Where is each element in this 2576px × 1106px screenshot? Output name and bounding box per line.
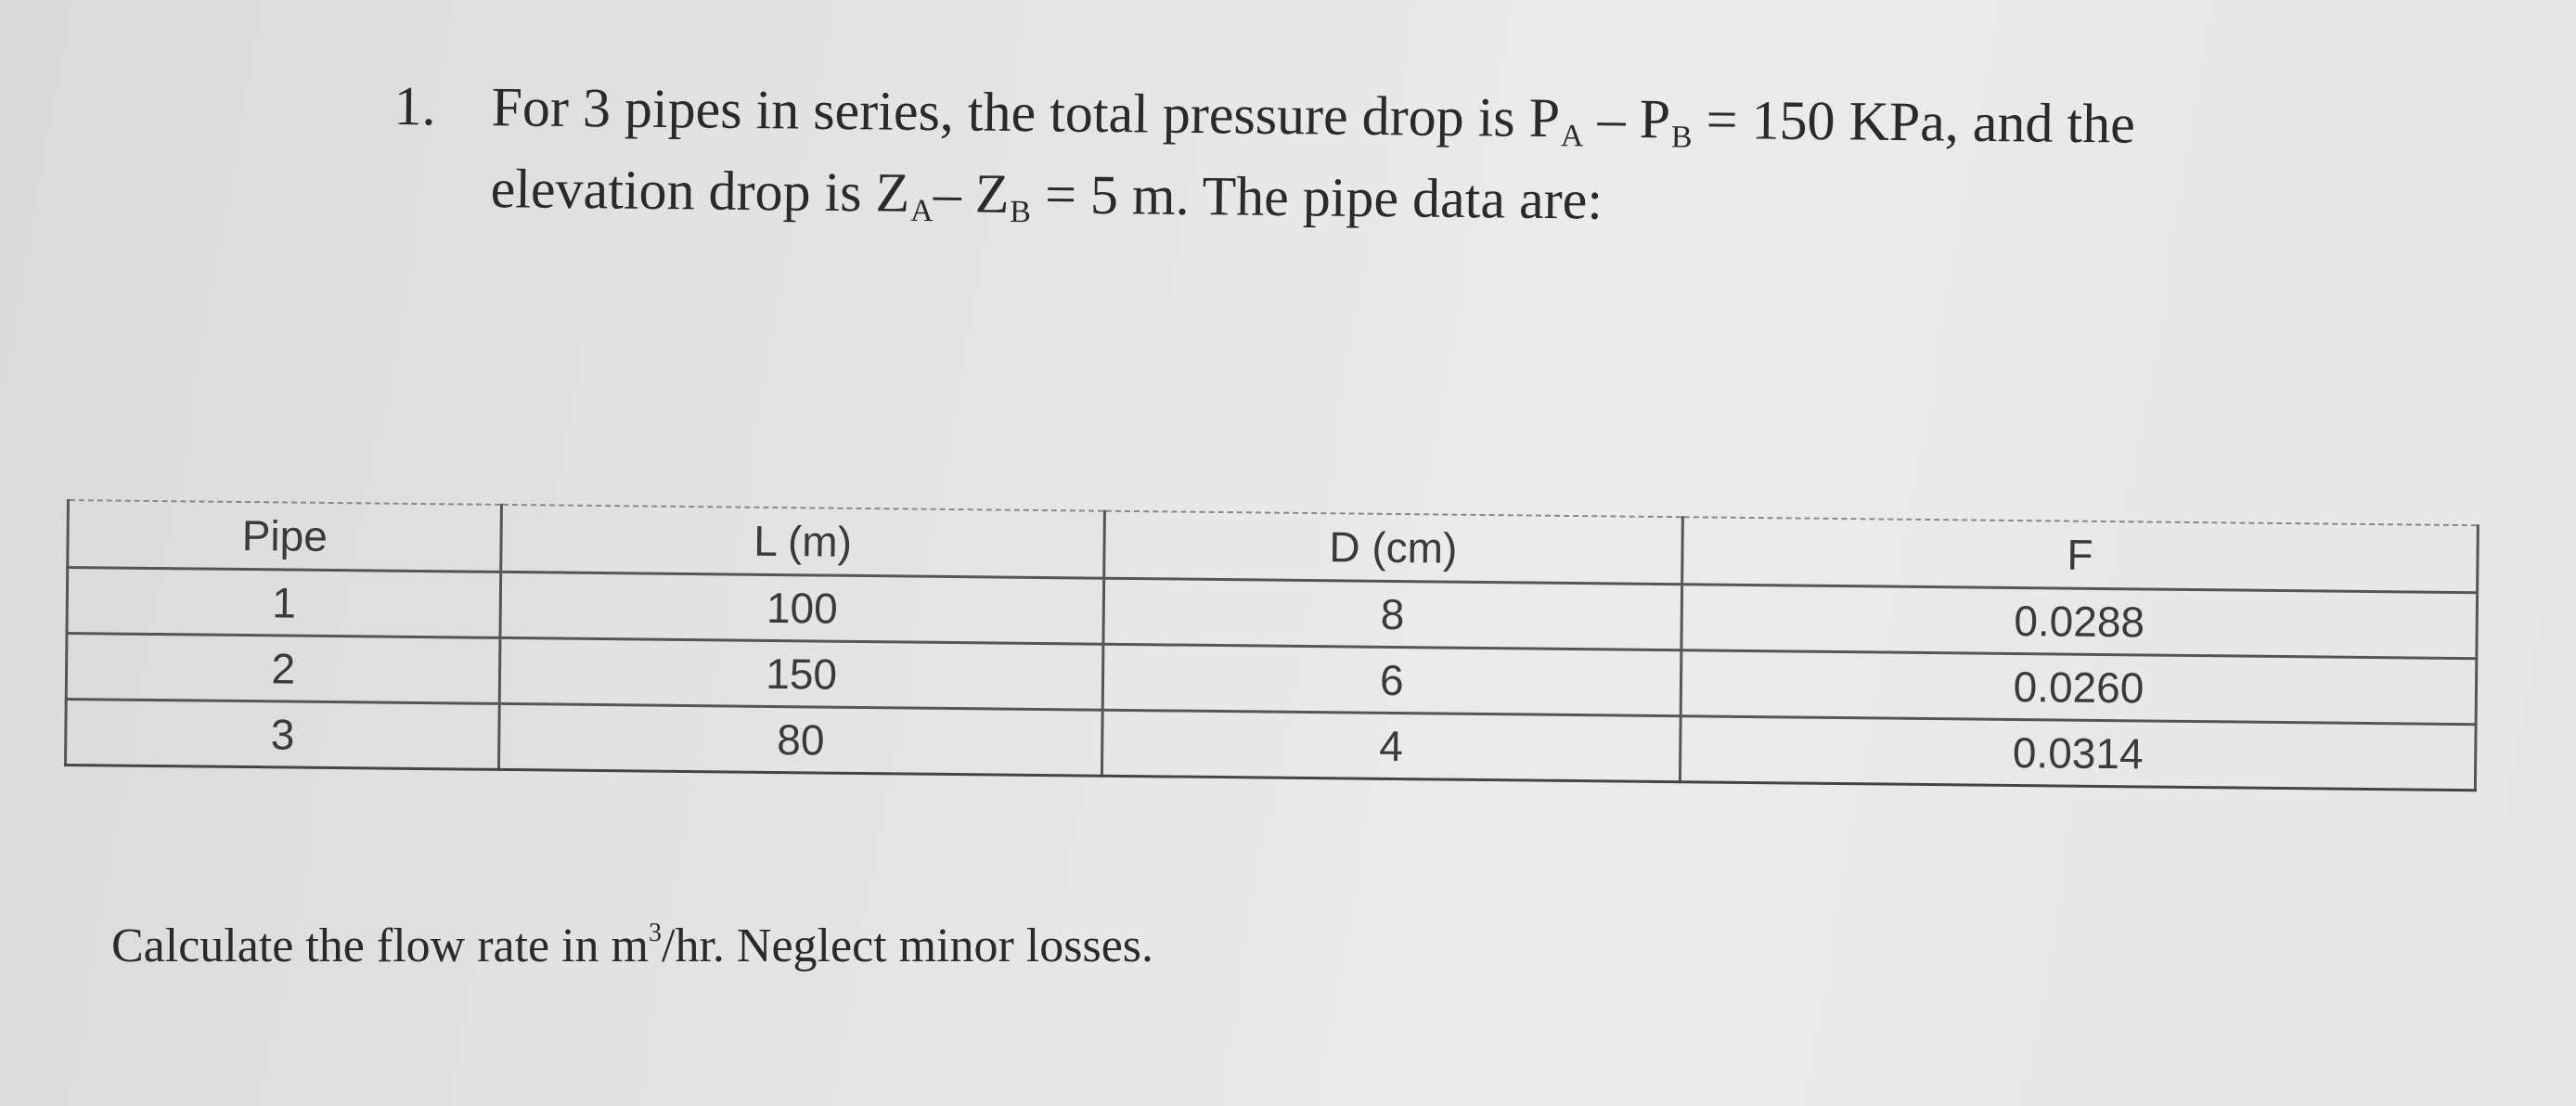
minus-sign: –	[933, 162, 976, 225]
cell-pipe: 3	[65, 700, 499, 770]
instruction-suffix: /hr. Neglect minor losses.	[662, 920, 1154, 972]
header-diameter: D (cm)	[1103, 511, 1682, 585]
pipe-data-table	[64, 499, 2479, 791]
cell-length: 80	[499, 703, 1102, 776]
pressure-a-subscript: A	[1560, 119, 1584, 154]
cell-diameter: 6	[1102, 644, 1681, 716]
header-pipe: Pipe	[68, 500, 502, 572]
cell-friction: 0.0260	[1681, 650, 2477, 725]
elevation-a-subscript: A	[909, 193, 934, 229]
question-number: 1.	[393, 74, 436, 137]
pressure-b-subscript: B	[1670, 120, 1693, 155]
question-line2-text: elevation drop is	[490, 158, 876, 224]
question-line2-tail: = 5 m. The pipe data are:	[1030, 163, 1604, 231]
cell-length: 100	[500, 572, 1103, 644]
cell-diameter: 4	[1101, 710, 1681, 782]
cell-pipe: 1	[67, 568, 501, 638]
cell-length: 150	[500, 637, 1103, 710]
minus-sign: –	[1583, 87, 1641, 150]
instruction-prefix: Calculate the flow rate in m	[111, 920, 650, 972]
pressure-a-symbol: P	[1528, 86, 1561, 149]
question-line1-tail: = 150 KPa, and the	[1692, 88, 2136, 155]
pressure-b-symbol: P	[1639, 88, 1671, 150]
cell-friction: 0.0288	[1681, 585, 2478, 659]
cell-friction: 0.0314	[1680, 716, 2476, 791]
header-length: L (m)	[501, 505, 1104, 578]
cell-pipe: 2	[66, 634, 500, 704]
elevation-a-symbol: Z	[875, 161, 910, 224]
elevation-b-symbol: Z	[974, 162, 1010, 225]
question-text	[393, 74, 2343, 258]
question-line1-text: For 3 pipes in series, the total pressure drop is	[491, 76, 1530, 148]
header-friction: F	[1682, 517, 2479, 592]
elevation-b-subscript: B	[1010, 194, 1032, 230]
instruction-superscript: 3	[649, 919, 663, 947]
instruction-text	[111, 919, 1153, 973]
cell-diameter: 8	[1103, 578, 1682, 650]
